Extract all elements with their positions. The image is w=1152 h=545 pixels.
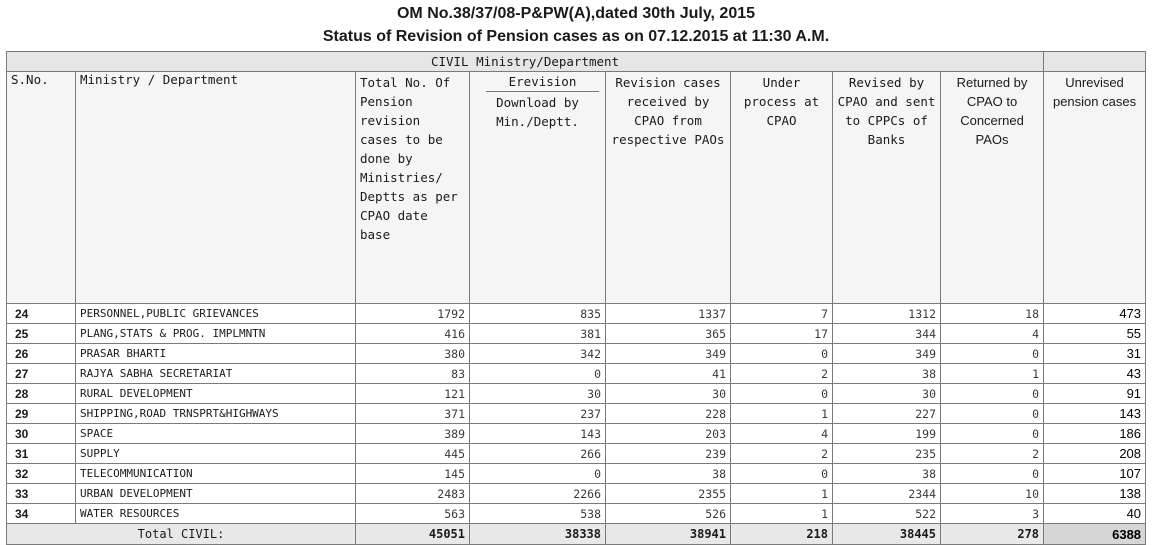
total-total: 45051: [356, 524, 470, 545]
row-revised: 349: [833, 344, 941, 364]
row-returned: 3: [941, 504, 1044, 524]
row-unrevised: 40: [1044, 504, 1146, 524]
header-under-process: Under process at CPAO: [731, 72, 833, 304]
row-process: 1: [731, 404, 833, 424]
row-revised: 227: [833, 404, 941, 424]
table-row: [7, 444, 1146, 464]
header-sno: S.No.: [7, 72, 76, 304]
total-download: 38338: [470, 524, 606, 545]
row-download: 538: [470, 504, 606, 524]
row-process: 0: [731, 344, 833, 364]
row-unrevised: 107: [1044, 464, 1146, 484]
row-received: 239: [606, 444, 731, 464]
row-sno: 29: [7, 404, 76, 424]
table-row: [7, 304, 1146, 324]
row-revised: 522: [833, 504, 941, 524]
row-download: 143: [470, 424, 606, 444]
row-unrevised: 186: [1044, 424, 1146, 444]
total-unrevised: 6388: [1044, 524, 1146, 545]
row-received: 228: [606, 404, 731, 424]
row-process: 17: [731, 324, 833, 344]
header-ministry: Ministry / Department: [76, 72, 356, 304]
row-received: 349: [606, 344, 731, 364]
row-received: 1337: [606, 304, 731, 324]
table-row: [7, 464, 1146, 484]
row-name: PERSONNEL,PUBLIC GRIEVANCES: [76, 304, 356, 324]
row-process: 1: [731, 484, 833, 504]
row-name: SHIPPING,ROAD TRNSPRT&HIGHWAYS: [76, 404, 356, 424]
row-total: 371: [356, 404, 470, 424]
row-revised: 30: [833, 384, 941, 404]
row-sno: 30: [7, 424, 76, 444]
row-download: 381: [470, 324, 606, 344]
row-total: 445: [356, 444, 470, 464]
row-name: PLANG,STATS & PROG. IMPLMNTN: [76, 324, 356, 344]
row-process: 1: [731, 504, 833, 524]
header-revised: Revised by CPAO and sent to CPPCs of Banks: [833, 72, 941, 304]
row-name: TELECOMMUNICATION: [76, 464, 356, 484]
row-returned: 0: [941, 384, 1044, 404]
table-row: [7, 504, 1146, 524]
row-returned: 4: [941, 324, 1044, 344]
row-name: URBAN DEVELOPMENT: [76, 484, 356, 504]
header-erevision-group: [470, 72, 606, 304]
header-total: Total No. Of Pension revision cases to be done by Ministries/ Deptts as per CPAO date base: [356, 72, 470, 304]
row-name: SUPPLY: [76, 444, 356, 464]
row-sno: 24: [7, 304, 76, 324]
row-revised: 38: [833, 364, 941, 384]
row-revised: 235: [833, 444, 941, 464]
row-revised: 1312: [833, 304, 941, 324]
row-returned: 0: [941, 404, 1044, 424]
row-name: PRASAR BHARTI: [76, 344, 356, 364]
row-returned: 18: [941, 304, 1044, 324]
header-received: Revision cases received by CPAO from respective PAOs: [606, 72, 731, 304]
row-name: RAJYA SABHA SECRETARIAT: [76, 364, 356, 384]
total-row: [7, 524, 1146, 545]
row-download: 30: [470, 384, 606, 404]
document-title: [0, 4, 1152, 47]
row-sno: 26: [7, 344, 76, 364]
row-process: 4: [731, 424, 833, 444]
row-download: 0: [470, 364, 606, 384]
total-received: 38941: [606, 524, 731, 545]
table-row: [7, 424, 1146, 444]
row-sno: 25: [7, 324, 76, 344]
table-row: [7, 404, 1146, 424]
total-label: Total CIVIL:: [7, 524, 356, 545]
civil-band-header: CIVIL Ministry/Department: [7, 52, 1044, 72]
total-revised: 38445: [833, 524, 941, 545]
row-download: 266: [470, 444, 606, 464]
row-received: 2355: [606, 484, 731, 504]
row-revised: 199: [833, 424, 941, 444]
row-returned: 0: [941, 424, 1044, 444]
row-unrevised: 473: [1044, 304, 1146, 324]
row-download: 342: [470, 344, 606, 364]
total-process: 218: [731, 524, 833, 545]
row-received: 30: [606, 384, 731, 404]
row-process: 7: [731, 304, 833, 324]
row-received: 203: [606, 424, 731, 444]
row-sno: 34: [7, 504, 76, 524]
title-line-1: OM No.38/37/08-P&PW(A),dated 30th July, 2015: [396, 5, 756, 22]
row-received: 365: [606, 324, 731, 344]
header-unrevised: Unrevised pension cases: [1044, 72, 1146, 304]
row-total: 416: [356, 324, 470, 344]
row-name: SPACE: [76, 424, 356, 444]
row-sno: 32: [7, 464, 76, 484]
title-line-2: Status of Revision of Pension cases as on 07.12.2015 at 11:30 A.M.: [322, 28, 830, 45]
row-total: 1792: [356, 304, 470, 324]
row-returned: 2: [941, 444, 1044, 464]
row-sno: 33: [7, 484, 76, 504]
row-download: 237: [470, 404, 606, 424]
row-total: 83: [356, 364, 470, 384]
row-sno: 27: [7, 364, 76, 384]
table-row: [7, 484, 1146, 504]
table-row: [7, 364, 1146, 384]
header-download: Download by Min./Deptt.: [496, 95, 579, 129]
row-download: 0: [470, 464, 606, 484]
table-row: [7, 344, 1146, 364]
row-download: 2266: [470, 484, 606, 504]
row-received: 41: [606, 364, 731, 384]
row-total: 145: [356, 464, 470, 484]
row-returned: 1: [941, 364, 1044, 384]
row-total: 563: [356, 504, 470, 524]
row-unrevised: 55: [1044, 324, 1146, 344]
row-unrevised: 208: [1044, 444, 1146, 464]
row-received: 38: [606, 464, 731, 484]
row-revised: 2344: [833, 484, 941, 504]
pension-status-table: [6, 51, 1146, 545]
header-returned: Returned by CPAO to Concerned PAOs: [941, 72, 1044, 304]
row-unrevised: 143: [1044, 404, 1146, 424]
header-erevision: Erevision: [486, 72, 599, 92]
table-row: [7, 384, 1146, 404]
row-returned: 0: [941, 344, 1044, 364]
row-download: 835: [470, 304, 606, 324]
row-name: RURAL DEVELOPMENT: [76, 384, 356, 404]
row-total: 380: [356, 344, 470, 364]
total-returned: 278: [941, 524, 1044, 545]
row-sno: 31: [7, 444, 76, 464]
table-row: [7, 324, 1146, 344]
row-total: 121: [356, 384, 470, 404]
row-process: 2: [731, 444, 833, 464]
row-name: WATER RESOURCES: [76, 504, 356, 524]
row-total: 389: [356, 424, 470, 444]
row-unrevised: 43: [1044, 364, 1146, 384]
row-process: 0: [731, 384, 833, 404]
row-unrevised: 138: [1044, 484, 1146, 504]
row-returned: 0: [941, 464, 1044, 484]
row-total: 2483: [356, 484, 470, 504]
row-revised: 38: [833, 464, 941, 484]
row-revised: 344: [833, 324, 941, 344]
row-received: 526: [606, 504, 731, 524]
row-unrevised: 91: [1044, 384, 1146, 404]
row-unrevised: 31: [1044, 344, 1146, 364]
row-sno: 28: [7, 384, 76, 404]
row-process: 2: [731, 364, 833, 384]
band-blank-cell: [1044, 52, 1146, 72]
row-process: 0: [731, 464, 833, 484]
row-returned: 10: [941, 484, 1044, 504]
